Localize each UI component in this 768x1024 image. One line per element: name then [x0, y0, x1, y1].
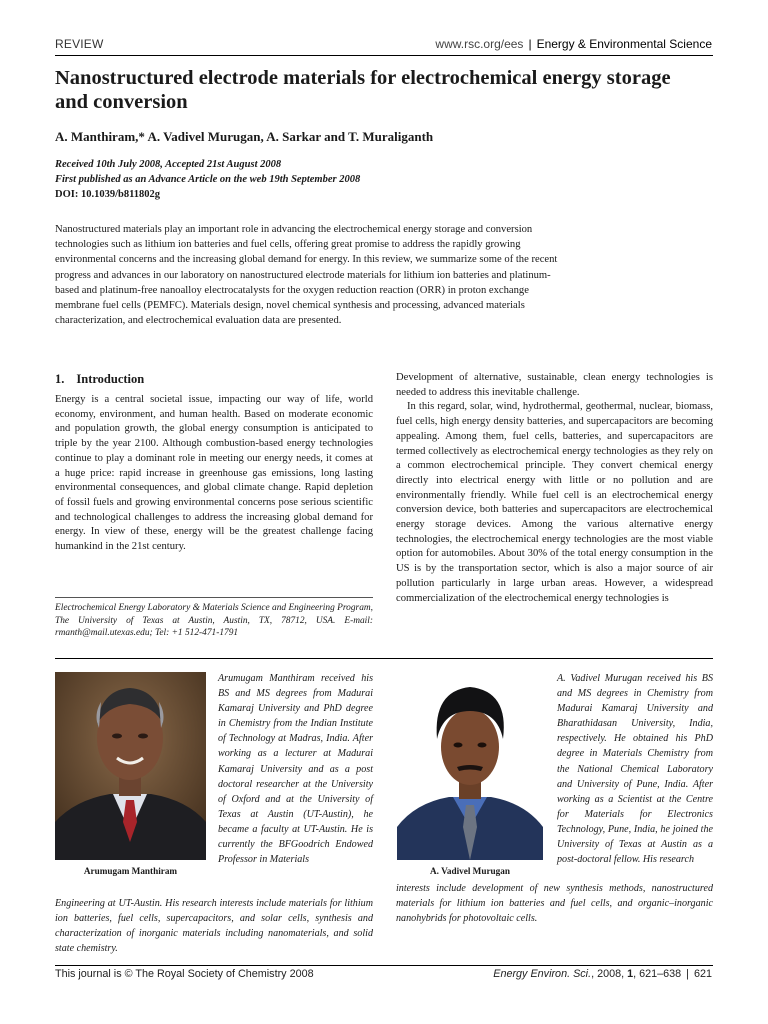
footer-separator: | [686, 968, 689, 980]
section-heading-introduction [55, 372, 144, 387]
intro-left-column [55, 393, 373, 555]
article-meta [55, 157, 360, 202]
page-number: 621 [693, 968, 712, 980]
citation-year: , 2008, [591, 968, 628, 980]
author-bio-murugan: A. Vadivel Murugan received his BS and MS degrees in Chemistry from Madurai Kamaraj University and Bharathidasan University, India, respectively. He obtained his PhD degree in Materials Chemistry from the National Chemical Laboratory and University of Pune, India. After working as a Scientist at the Centre for Materials for Electronics Technology, Pune, India, he joined the University of Texas at Austin as a post-doctoral fellow. His research [557, 673, 713, 866]
intro-paragraph: Development of alternative, sustainable, clean energy technologies is needed to address this inevitable challenge. [396, 372, 713, 398]
footer-rule [55, 965, 713, 966]
affiliation-rule [55, 597, 373, 598]
citation-pages: , 621–638 [633, 968, 682, 980]
journal-abbrev: Energy Environ. Sci. [493, 968, 592, 980]
doi[interactable]: DOI: 10.1039/b811802g [55, 189, 161, 200]
bio-rule-top [55, 658, 713, 659]
affiliation: Electrochemical Energy Laboratory & Materials Science and Engineering Program, The University of Texas at Austin, Austin, TX, 78712, USA. E-mail: rmanth@mail.utexas.edu; Tel: +1 512-471-1791 [55, 603, 373, 639]
article-title: Nanostructured electrode materials for electrochemical energy storage and conversion [55, 67, 671, 113]
header-separator: | [528, 37, 532, 51]
published-date: First published as an Advance Article on the web 19th September 2008 [55, 174, 361, 185]
section-label: REVIEW [55, 37, 104, 51]
article-authors: A. Manthiram,* A. Vadivel Murugan, A. Sarkar and T. Muraliganth [55, 129, 434, 144]
page-citation [493, 968, 712, 980]
author-photo-manthiram [55, 672, 206, 860]
section-number: 1. [55, 372, 65, 386]
copyright-notice: This journal is © The Royal Society of Chemistry 2008 [55, 968, 314, 980]
photo-caption: A. Vadivel Murugan [430, 866, 510, 876]
journal-name: Energy & Environmental Science [536, 37, 712, 51]
intro-right-column [396, 371, 713, 606]
author-photo-murugan [397, 677, 543, 860]
journal-url[interactable]: www.rsc.org/ees [435, 37, 524, 51]
intro-paragraph: In this regard, solar, wind, hydrothermal, geothermal, nuclear, biomass, fuel cells, high energy density batteries, and supercapacitors are becoming appealing. Among them, fuel cells, batteries, and supercapacitors are termed collectively as electrochemical energy technologies as they rely on a common electrochemical principle. They convert chemical energy directly into electrical energy with little or no pollution and are environmentally friendly. While fuel cell is an electrochemical energy conversion device, both batteries and supercapacitors are electrochemical energy storage devices. Among the various alternative energy technologies, the electrochemical energy technologies are the most viable option for automobiles. About 30% of the total energy consumption in the US is by the transportation sector, which is also a major source of air pollution particularly in large urban areas. However, a widespread commercialization of the electrochemical energy technologies is [396, 401, 713, 604]
author-bio-manthiram: Arumugam Manthiram received his BS and MS degrees from Madurai Kamaraj University and PhD degree in Chemistry from the Indian Institute of Technology at Madras, India. After working as a lecturer at Madurai Kamaraj University and as a post doctoral researcher at the University of Oxford and at the University of Texas at Austin (UT-Austin), he became a faculty at UT-Austin. He is currently the BFGoodrich Endowed Professor in Materials [218, 673, 373, 866]
citation-volume: 1 [627, 968, 634, 980]
header-rule [55, 55, 713, 56]
abstract: Nanostructured materials play an important role in advancing the electrochemical energy storage and conversion technologies such as lithium ion batteries and fuel cells, offering great promise to address the rapidly growing environmental concerns and the increasing global demand for energy. In this review, we summarize some of the recent progress and advances in our laboratory on nanostructured electrode materials for lithium ion batteries and platinum-based and platinum-free nanoalloy electrocatalysts for the oxygen reduction reaction (ORR) in proton exchange membrane fuel cells (PEMFC). Materials design, novel chemical synthesis and processing, advanced materials characterization, and electrochemical evaluation data are presented. [55, 224, 558, 327]
author-bio-manthiram-cont: Engineering at UT-Austin. His research interests include materials for lithium ion batteries, fuel cells, supercapacitors, and solar cells, synthesis and characterization of inorganic materials including nanomaterials, and solid state chemistry. [55, 898, 373, 955]
photo-caption: Arumugam Manthiram [83, 866, 178, 876]
author-bio-murugan-cont: interests include development of new synthesis methods, nanostructured materials for lithium ion batteries and fuel cells, and organic–inorganic nanohybrids for photovoltaic cells. [396, 883, 713, 925]
section-title: Introduction [76, 372, 145, 386]
journal-header [435, 37, 712, 51]
intro-paragraph: Energy is a central societal issue, impacting our way of life, world economy, environment, and human health. Based on moderate economic and population growth, the global energy consumption is anticipated to triple by the year 2100. Although combustion-based energy technologies continue to play a dominant role in meeting our energy needs, it comes at a huge price: rapid increase in greenhouse gas emissions, long lasting environmental consequences, and global climate change. Rapid depletion of fossil fuels and growing environmental concerns pose serious scientific and technological challenges to address the increasing global demand for energy. In view of these, energy will be the greatest challenge facing humankind in the 21st century. [55, 394, 373, 553]
received-date: Received 10th July 2008, Accepted 21st August 2008 [55, 159, 282, 170]
